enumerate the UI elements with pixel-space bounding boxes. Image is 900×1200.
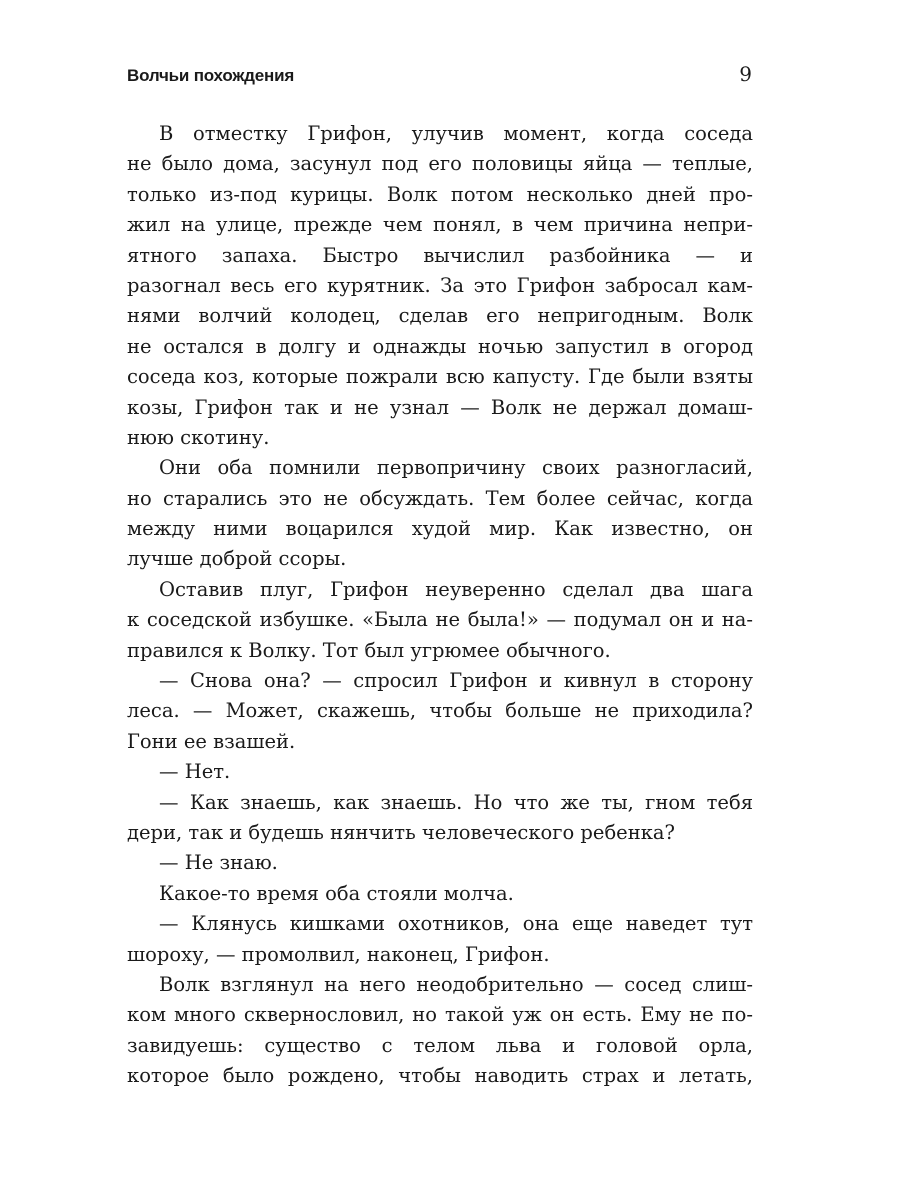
text-line: — Не знаю.	[159, 851, 278, 875]
text-line: соседа коз, которые пожрали всю капусту. Где были взяты	[127, 365, 753, 389]
running-head	[127, 62, 752, 86]
paragraph	[127, 119, 753, 453]
text-line: правился к Волку. Тот был угрюмее обычного.	[127, 638, 611, 662]
text-line: к соседской избушке. «Была не была!» — подумал он и на-	[127, 608, 753, 632]
text-line: только из-под курицы. Волк потом несколько дней про-	[127, 182, 753, 206]
paragraph	[127, 453, 753, 575]
paragraph	[127, 757, 753, 787]
text-line: не было дома, засунул под его половицы яйца — теплые,	[127, 152, 753, 176]
text-line: — Нет.	[159, 760, 231, 784]
text-line: Оставив плуг, Грифон неуверенно сделал два шага	[159, 577, 753, 601]
text-line: ком много сквернословил, но такой уж он есть. Ему не по-	[127, 1003, 753, 1027]
text-line: Гони ее взашей.	[127, 729, 296, 753]
text-line: но старались это не обсуждать. Тем более сейчас, когда	[127, 486, 753, 510]
paragraph	[127, 788, 753, 849]
text-line: леса. — Может, скажешь, чтобы больше не приходила?	[127, 699, 753, 723]
text-line: — Клянусь кишками охотников, она еще наведет тут	[159, 912, 753, 936]
page-number: 9	[739, 62, 752, 86]
paragraph	[127, 848, 753, 878]
body-text	[127, 119, 753, 1092]
text-line: нюю скотину.	[127, 425, 270, 449]
running-title: Волчьи похождения	[127, 66, 295, 85]
text-line: Какое-то время оба стояли молча.	[159, 881, 514, 905]
text-line: разогнал весь его курятник. За это Грифон забросал кам-	[127, 273, 753, 297]
text-line: которое было рождено, чтобы наводить страх и летать,	[127, 1064, 753, 1088]
text-line: — Снова она? — спросил Грифон и кивнул в сторону	[159, 669, 753, 693]
text-line: В отместку Грифон, улучив момент, когда соседа	[159, 122, 753, 145]
text-line: ятного запаха. Быстро вычислил разбойника — и	[127, 243, 753, 267]
text-line: Волк взглянул на него неодобрительно — сосед слиш-	[159, 972, 753, 996]
text-line: дери, так и будешь нянчить человеческого ребенка?	[127, 820, 675, 844]
text-line: — Как знаешь, как знаешь. Но что же ты, гном тебя	[159, 790, 753, 814]
text-line: не остался в долгу и однажды ночью запустил в огород	[127, 334, 753, 358]
text-line: завидуешь: существо с телом льва и головой орла,	[127, 1033, 753, 1057]
paragraph	[127, 970, 753, 1092]
paragraph	[127, 879, 753, 909]
paragraph	[127, 909, 753, 970]
text-line: жил на улице, прежде чем понял, в чем причина непри-	[127, 213, 753, 237]
text-line: нями волчий колодец, сделав его непригодным. Волк	[127, 304, 753, 328]
text-line: Они оба помнили первопричину своих разногласий,	[159, 456, 753, 480]
paragraph	[127, 575, 753, 666]
text-line: между ними воцарился худой мир. Как известно, он	[127, 517, 753, 541]
paragraph	[127, 666, 753, 757]
text-line: лучше доброй ссоры.	[127, 547, 347, 571]
text-line: козы, Грифон так и не узнал — Волк не держал домаш-	[127, 395, 753, 419]
text-line: шороху, — промолвил, наконец, Грифон.	[127, 942, 550, 966]
